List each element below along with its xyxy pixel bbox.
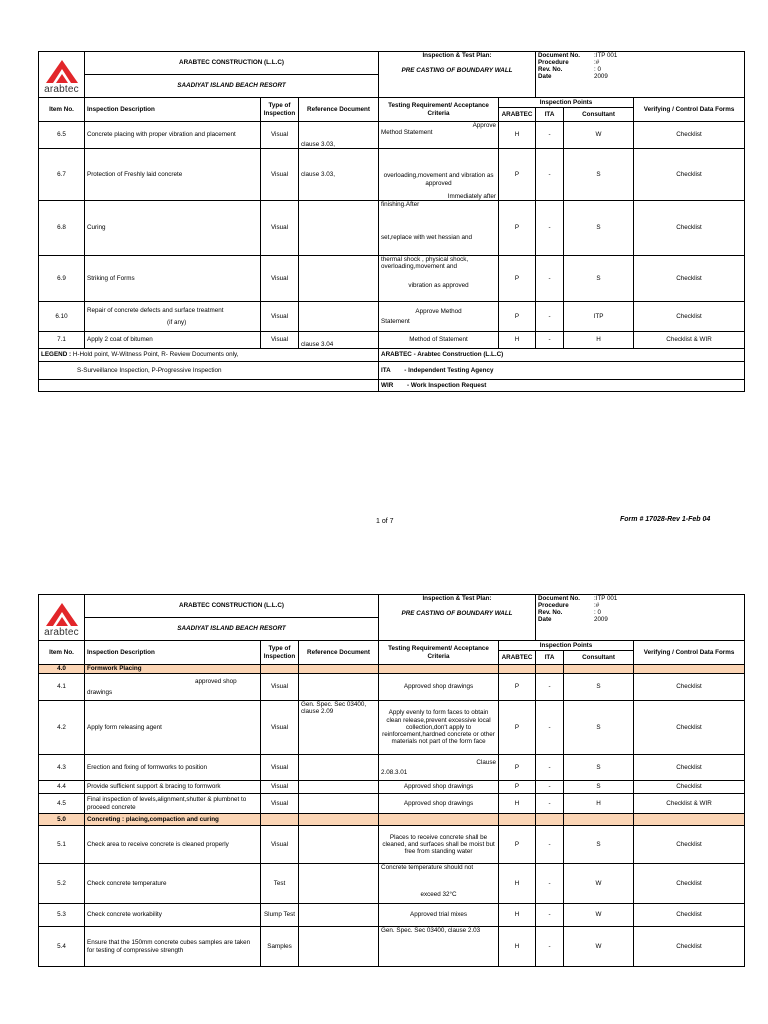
arabtec-logo-icon bbox=[43, 57, 81, 85]
row-description: Apply 2 coat of bitumen bbox=[85, 332, 261, 349]
section-blank bbox=[564, 665, 634, 674]
row-arabtec: P bbox=[499, 701, 536, 755]
itp-table-page-1 bbox=[38, 51, 745, 392]
row-reference bbox=[299, 201, 379, 256]
table-row bbox=[39, 302, 745, 332]
row-type: Visual bbox=[261, 826, 299, 864]
row-type: Visual bbox=[261, 781, 299, 794]
row-form: Checklist bbox=[634, 302, 745, 332]
table-row bbox=[39, 701, 745, 755]
row-consultant: H bbox=[564, 794, 634, 814]
col-forms: Verifying / Control Data Forms bbox=[634, 641, 745, 665]
row-form: Checklist bbox=[634, 701, 745, 755]
row-description: Protection of Freshly laid concrete bbox=[85, 149, 261, 201]
row-description: Final inspection of levels,alignment,shutter & plumbnet to proceed concrete bbox=[85, 794, 261, 814]
row-criteria bbox=[379, 755, 499, 781]
section-blank bbox=[379, 665, 499, 674]
row-item-no: 5.3 bbox=[39, 904, 85, 927]
row-consultant: H bbox=[564, 332, 634, 349]
col-inspection-points: Inspection Points bbox=[499, 641, 634, 651]
table-row bbox=[39, 781, 745, 794]
row-arabtec: P bbox=[499, 781, 536, 794]
table-row bbox=[39, 826, 745, 864]
row-description: Curing bbox=[85, 201, 261, 256]
row-criteria: Approved shop drawings bbox=[379, 781, 499, 794]
col-item-no: Item No. bbox=[39, 98, 85, 122]
col-arabtec: ARABTEC bbox=[499, 108, 536, 122]
itp-title-cell bbox=[379, 52, 536, 98]
procedure-value: :# bbox=[594, 602, 600, 610]
criteria-part-a: finishing.After bbox=[381, 201, 420, 208]
row-type: Visual bbox=[261, 332, 299, 349]
row-type: Visual bbox=[261, 674, 299, 701]
row-consultant: S bbox=[564, 201, 634, 256]
col-criteria: Testing Requirement/ Acceptance Criteria bbox=[379, 641, 499, 665]
row-form: Checklist & WIR bbox=[634, 794, 745, 814]
doc-no-value: :ITP 001 bbox=[594, 52, 618, 59]
row-consultant: S bbox=[564, 755, 634, 781]
col-forms: Verifying / Control Data Forms bbox=[634, 98, 745, 122]
arabtec-logo bbox=[39, 55, 84, 95]
date-label: Date bbox=[538, 73, 552, 81]
itp-title: Inspection & Test Plan: bbox=[422, 595, 492, 602]
row-reference: clause 3.04 bbox=[299, 332, 379, 349]
legend-abbr-wir bbox=[379, 380, 745, 392]
row-ita: - bbox=[536, 256, 564, 302]
criteria-part-b: Statement bbox=[381, 317, 410, 325]
rev-no-label: Rev. No. bbox=[538, 609, 563, 617]
row-form: Checklist bbox=[634, 674, 745, 701]
section-number: 4.0 bbox=[39, 665, 85, 674]
criteria-part-b: Method Statement bbox=[381, 129, 433, 137]
row-criteria bbox=[379, 201, 499, 256]
description-part-b: (if any) bbox=[167, 318, 187, 326]
row-reference bbox=[299, 794, 379, 814]
row-reference bbox=[299, 755, 379, 781]
doc-no-label: Document No. bbox=[538, 595, 580, 602]
section-number: 5.0 bbox=[39, 814, 85, 826]
row-reference bbox=[299, 864, 379, 904]
row-arabtec: H bbox=[499, 332, 536, 349]
row-arabtec: H bbox=[499, 122, 536, 149]
row-arabtec: H bbox=[499, 904, 536, 927]
row-criteria: Approved trial mixes bbox=[379, 904, 499, 927]
row-ita: - bbox=[536, 826, 564, 864]
row-form: Checklist bbox=[634, 826, 745, 864]
table-row bbox=[39, 149, 745, 201]
row-arabtec: P bbox=[499, 256, 536, 302]
itp-subject: PRE CASTING OF BOUNDARY WALL bbox=[401, 610, 513, 618]
section-blank bbox=[379, 814, 499, 826]
rev-no-label: Rev. No. bbox=[538, 66, 563, 74]
row-item-no: 5.2 bbox=[39, 864, 85, 904]
rev-no-value: : 0 bbox=[594, 609, 601, 617]
row-ita: - bbox=[536, 755, 564, 781]
section-blank bbox=[536, 814, 564, 826]
col-description: Inspection Description bbox=[85, 641, 261, 665]
section-blank bbox=[261, 665, 299, 674]
section-blank bbox=[499, 814, 536, 826]
row-type: Samples bbox=[261, 927, 299, 967]
row-form: Checklist bbox=[634, 927, 745, 967]
col-ita: ITA bbox=[536, 108, 564, 122]
row-arabtec: H bbox=[499, 927, 536, 967]
row-item-no: 5.4 bbox=[39, 927, 85, 967]
row-arabtec: P bbox=[499, 302, 536, 332]
section-blank bbox=[634, 665, 745, 674]
itp-sheet-page-2 bbox=[38, 594, 744, 967]
row-consultant: S bbox=[564, 674, 634, 701]
table-row bbox=[39, 794, 745, 814]
section-blank bbox=[299, 665, 379, 674]
itp-title-cell bbox=[379, 595, 536, 641]
row-ita: - bbox=[536, 201, 564, 256]
section-blank bbox=[299, 814, 379, 826]
row-reference: clause 3.03, bbox=[299, 122, 379, 149]
col-ita: ITA bbox=[536, 651, 564, 665]
row-description: Ensure that the 150mm concrete cubes samples are taken for testing of compressive strength bbox=[85, 927, 261, 967]
column-header-row bbox=[39, 98, 745, 108]
column-header-row bbox=[39, 641, 745, 651]
row-item-no: 6.8 bbox=[39, 201, 85, 256]
table-row bbox=[39, 256, 745, 302]
row-arabtec: P bbox=[499, 755, 536, 781]
project-name: SAADIYAT ISLAND BEACH RESORT bbox=[85, 618, 379, 641]
arabtec-logo-icon bbox=[43, 600, 81, 628]
row-description: Erection and fixing of formworks to position bbox=[85, 755, 261, 781]
logo-text: arabtec bbox=[44, 627, 79, 638]
row-ita: - bbox=[536, 904, 564, 927]
legend-row-1 bbox=[39, 349, 745, 362]
col-inspection-points: Inspection Points bbox=[499, 98, 634, 108]
section-row bbox=[39, 814, 745, 826]
row-type: Visual bbox=[261, 701, 299, 755]
row-form: Checklist bbox=[634, 781, 745, 794]
row-consultant: S bbox=[564, 826, 634, 864]
itp-subject: PRE CASTING OF BOUNDARY WALL bbox=[401, 67, 513, 75]
arabtec-logo bbox=[39, 598, 84, 638]
criteria-part-b: vibration as approved bbox=[408, 282, 469, 290]
row-ita: - bbox=[536, 149, 564, 201]
col-consultant: Consultant bbox=[564, 651, 634, 665]
legend-text-1: H-Hold point, W-Witness Point, R- Review Documents only, bbox=[72, 351, 239, 359]
row-reference bbox=[299, 904, 379, 927]
legend-blank bbox=[39, 380, 379, 392]
section-blank bbox=[564, 814, 634, 826]
procedure-value: :# bbox=[594, 59, 600, 67]
legend-abbr-arabtec bbox=[379, 349, 745, 362]
row-item-no: 4.1 bbox=[39, 674, 85, 701]
row-arabtec: H bbox=[499, 794, 536, 814]
criteria-part-a: Approve bbox=[472, 122, 497, 129]
row-consultant: S bbox=[564, 701, 634, 755]
row-consultant: W bbox=[564, 864, 634, 904]
col-type: Type of Inspection bbox=[261, 641, 299, 665]
abbr-text: - Arabtec Construction (L.L.C) bbox=[413, 351, 504, 359]
table-row bbox=[39, 755, 745, 781]
row-description bbox=[85, 302, 261, 332]
row-item-no: 6.9 bbox=[39, 256, 85, 302]
abbr-key: ITA bbox=[381, 366, 391, 374]
itp-sheet-page-1 bbox=[38, 51, 744, 392]
col-item-no: Item No. bbox=[39, 641, 85, 665]
criteria-part-b: Immediately after bbox=[447, 192, 497, 200]
page-number: 1 of 7 bbox=[376, 518, 394, 525]
criteria-part-a: Concrete temperature should not bbox=[381, 864, 474, 871]
row-reference bbox=[299, 927, 379, 967]
col-reference: Reference Document bbox=[299, 641, 379, 665]
row-arabtec: P bbox=[499, 201, 536, 256]
row-consultant: W bbox=[564, 927, 634, 967]
row-description: Apply form releasing agent bbox=[85, 701, 261, 755]
criteria-part-b: set,replace with wet hessian and bbox=[381, 234, 473, 242]
row-reference bbox=[299, 674, 379, 701]
criteria-part-a: thermal shock , physical shock, overloading,movement and bbox=[381, 256, 469, 271]
row-consultant: W bbox=[564, 904, 634, 927]
row-ita: - bbox=[536, 701, 564, 755]
row-consultant: W bbox=[564, 122, 634, 149]
table-row bbox=[39, 864, 745, 904]
row-type: Visual bbox=[261, 794, 299, 814]
row-arabtec: P bbox=[499, 826, 536, 864]
row-item-no: 4.4 bbox=[39, 781, 85, 794]
row-item-no: 6.5 bbox=[39, 122, 85, 149]
row-ita: - bbox=[536, 302, 564, 332]
row-criteria: Approved shop drawings bbox=[379, 674, 499, 701]
legend-row-3 bbox=[39, 380, 745, 392]
description-part-a: Repair of concrete defects and surface treatment bbox=[87, 307, 224, 315]
row-description: Provide sufficient support & bracing to formwork bbox=[85, 781, 261, 794]
row-criteria bbox=[379, 864, 499, 904]
row-type: Slump Test bbox=[261, 904, 299, 927]
abbr-key: WIR bbox=[381, 381, 394, 389]
row-criteria: Apply evenly to form faces to obtain clean release,prevent excessive local collection,don't apply to reinforcement,hardned concrete or other materials not part of the form face bbox=[379, 701, 499, 755]
criteria-part-a: Approve Method bbox=[415, 308, 462, 316]
row-form: Checklist bbox=[634, 755, 745, 781]
logo-cell bbox=[39, 595, 85, 641]
row-arabtec: H bbox=[499, 864, 536, 904]
row-description: Check area to receive concrete is cleaned properly bbox=[85, 826, 261, 864]
table-row bbox=[39, 904, 745, 927]
section-blank bbox=[634, 814, 745, 826]
legend-row-2 bbox=[39, 362, 745, 380]
row-criteria: Approved shop drawings bbox=[379, 794, 499, 814]
row-description: Striking of Forms bbox=[85, 256, 261, 302]
criteria-part-b: exceed 32°C bbox=[420, 891, 457, 899]
row-type: Visual bbox=[261, 149, 299, 201]
criteria-part-b: 2.08.3.01 bbox=[381, 769, 408, 776]
row-type: Test bbox=[261, 864, 299, 904]
row-type: Visual bbox=[261, 201, 299, 256]
header-row-1 bbox=[39, 52, 745, 75]
doc-info bbox=[536, 595, 745, 641]
legend-line-1 bbox=[39, 349, 379, 362]
row-ita: - bbox=[536, 927, 564, 967]
row-consultant: S bbox=[564, 149, 634, 201]
project-name: SAADIYAT ISLAND BEACH RESORT bbox=[85, 75, 379, 98]
table-row bbox=[39, 122, 745, 149]
row-item-no: 7.1 bbox=[39, 332, 85, 349]
row-description: Check concrete temperature bbox=[85, 864, 261, 904]
row-item-no: 5.1 bbox=[39, 826, 85, 864]
row-form: Checklist & WIR bbox=[634, 332, 745, 349]
legend-label: LEGEND : bbox=[41, 351, 72, 359]
legend-abbr-ita bbox=[379, 362, 745, 380]
section-blank bbox=[536, 665, 564, 674]
row-description: Concrete placing with proper vibration and placement bbox=[85, 122, 261, 149]
row-form: Checklist bbox=[634, 122, 745, 149]
company-name: ARABTEC CONSTRUCTION (L.L.C) bbox=[85, 595, 379, 618]
legend-line-2: S-Surveillance Inspection, P-Progressive Inspection bbox=[39, 362, 379, 380]
form-number: Form # 17028-Rev 1-Feb 04 bbox=[620, 516, 711, 523]
procedure-label: Procedure bbox=[538, 602, 569, 610]
row-item-no: 6.7 bbox=[39, 149, 85, 201]
row-form: Checklist bbox=[634, 201, 745, 256]
description-part-b: approved shop bbox=[195, 678, 237, 686]
row-consultant: S bbox=[564, 781, 634, 794]
row-ita: - bbox=[536, 781, 564, 794]
abbr-text: - Independent Testing Agency bbox=[404, 366, 494, 374]
row-criteria: Method of Statement bbox=[379, 332, 499, 349]
criteria-part-a: overloading,movement and vibration as approved bbox=[383, 172, 494, 187]
row-reference: clause 3.03, bbox=[299, 149, 379, 201]
section-row bbox=[39, 665, 745, 674]
section-title: Concreting : placing,compaction and curing bbox=[85, 814, 261, 826]
row-item-no: 4.2 bbox=[39, 701, 85, 755]
col-description: Inspection Description bbox=[85, 98, 261, 122]
col-criteria: Testing Requirement/ Acceptance Criteria bbox=[379, 98, 499, 122]
row-description: Check concrete workability bbox=[85, 904, 261, 927]
col-type: Type of Inspection bbox=[261, 98, 299, 122]
row-type: Visual bbox=[261, 755, 299, 781]
table-row bbox=[39, 201, 745, 256]
doc-info bbox=[536, 52, 745, 98]
date-value: 2009 bbox=[594, 73, 608, 81]
row-reference bbox=[299, 302, 379, 332]
row-item-no: 6.10 bbox=[39, 302, 85, 332]
description-part-c: drawings bbox=[87, 688, 113, 696]
row-item-no: 4.5 bbox=[39, 794, 85, 814]
table-row bbox=[39, 674, 745, 701]
doc-no-label: Document No. bbox=[538, 52, 580, 59]
section-blank bbox=[261, 814, 299, 826]
company-name: ARABTEC CONSTRUCTION (L.L.C) bbox=[85, 52, 379, 75]
section-title: Formwork Placing bbox=[85, 665, 261, 674]
criteria-part-a: Clause bbox=[476, 758, 497, 766]
row-ita: - bbox=[536, 674, 564, 701]
row-criteria bbox=[379, 149, 499, 201]
row-ita: - bbox=[536, 794, 564, 814]
row-type: Visual bbox=[261, 256, 299, 302]
row-ita: - bbox=[536, 332, 564, 349]
itp-table-page-2 bbox=[38, 594, 745, 967]
table-row bbox=[39, 927, 745, 967]
row-criteria bbox=[379, 302, 499, 332]
date-value: 2009 bbox=[594, 616, 608, 624]
row-form: Checklist bbox=[634, 256, 745, 302]
row-item-no: 4.3 bbox=[39, 755, 85, 781]
section-blank bbox=[499, 665, 536, 674]
logo-text: arabtec bbox=[44, 84, 79, 95]
row-ita: - bbox=[536, 864, 564, 904]
row-criteria: Gen. Spec. Sec 03400, clause 2.03 bbox=[379, 927, 499, 967]
procedure-label: Procedure bbox=[538, 59, 569, 67]
row-reference: Gen. Spec. Sec 03400, clause 2.09 bbox=[299, 701, 379, 755]
row-reference bbox=[299, 826, 379, 864]
abbr-text: - Work Inspection Request bbox=[407, 381, 487, 389]
row-criteria: Places to receive concrete shall be cleaned, and surfaces shall be moist but free from standing water bbox=[379, 826, 499, 864]
row-arabtec: P bbox=[499, 674, 536, 701]
row-consultant: S bbox=[564, 256, 634, 302]
abbr-key: ARABTEC bbox=[381, 351, 412, 359]
row-form: Checklist bbox=[634, 864, 745, 904]
row-type: Visual bbox=[261, 122, 299, 149]
row-form: Checklist bbox=[634, 149, 745, 201]
row-form: Checklist bbox=[634, 904, 745, 927]
logo-cell bbox=[39, 52, 85, 98]
row-reference bbox=[299, 781, 379, 794]
col-arabtec: ARABTEC bbox=[499, 651, 536, 665]
col-consultant: Consultant bbox=[564, 108, 634, 122]
row-description bbox=[85, 674, 261, 701]
row-consultant: ITP bbox=[564, 302, 634, 332]
itp-title: Inspection & Test Plan: bbox=[422, 52, 492, 59]
row-reference bbox=[299, 256, 379, 302]
row-type: Visual bbox=[261, 302, 299, 332]
row-criteria bbox=[379, 256, 499, 302]
col-reference: Reference Document bbox=[299, 98, 379, 122]
row-criteria bbox=[379, 122, 499, 149]
row-ita: - bbox=[536, 122, 564, 149]
doc-no-value: :ITP 001 bbox=[594, 595, 618, 602]
date-label: Date bbox=[538, 616, 552, 624]
table-row bbox=[39, 332, 745, 349]
row-arabtec: P bbox=[499, 149, 536, 201]
rev-no-value: : 0 bbox=[594, 66, 601, 74]
header-row-1 bbox=[39, 595, 745, 618]
